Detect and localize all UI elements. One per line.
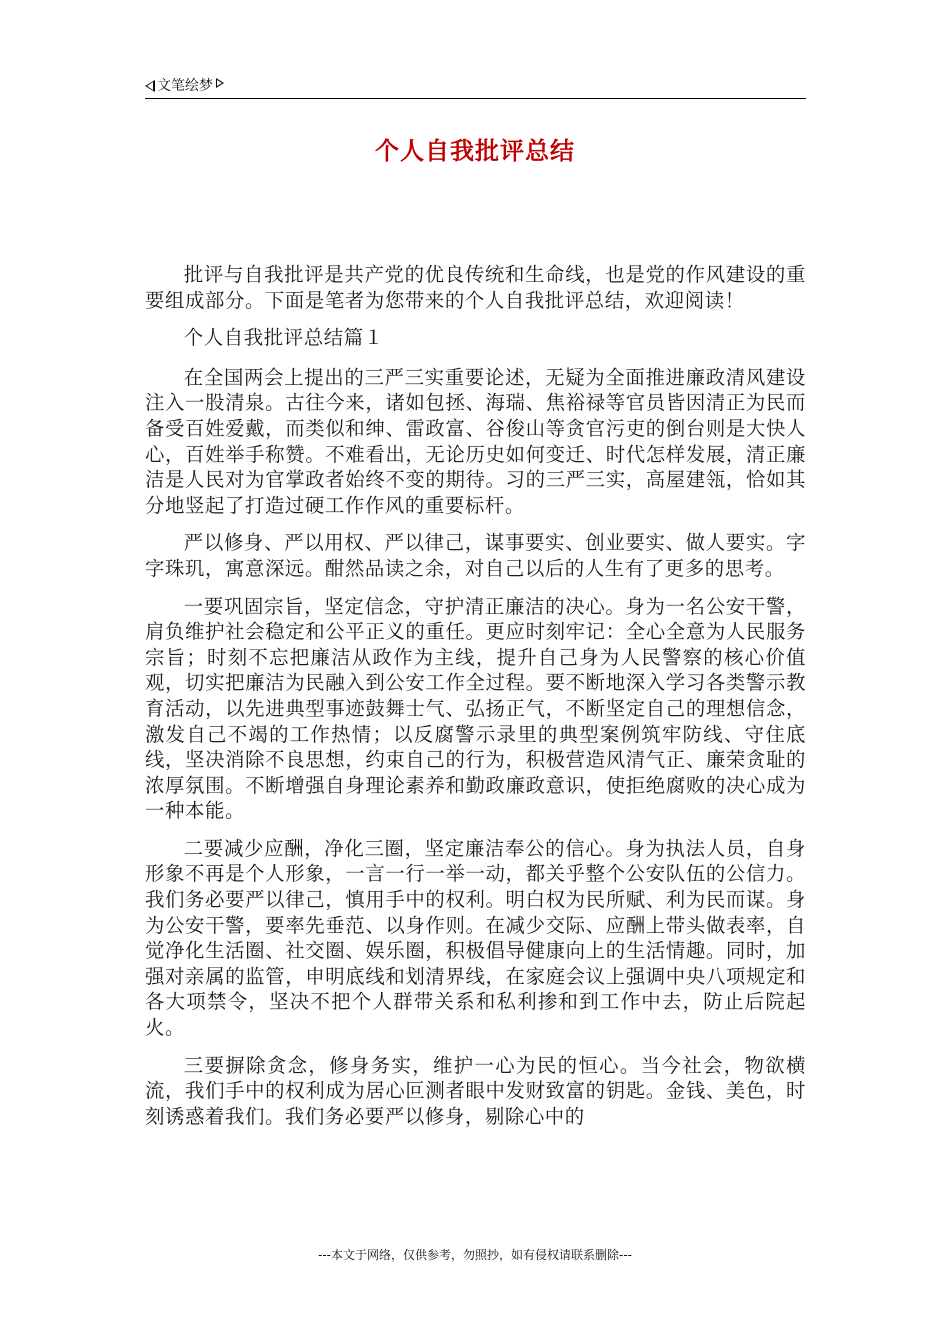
document-body bbox=[145, 262, 806, 1141]
body-paragraph: 严以修身、严以用权、严以律己，谋事要实、创业要实、做人要实。字字珠玑，寓意深远。酣然品读之余，对自己以后的人生有了更多的思考。 bbox=[145, 531, 806, 580]
section-heading: 个人自我批评总结篇１ bbox=[183, 326, 384, 350]
footer-disclaimer: ---本文于网络，仅供参考，勿照抄，如有侵权请联系删除--- bbox=[318, 1248, 632, 1262]
brand-mark bbox=[145, 78, 224, 94]
document-title: 个人自我批评总结 bbox=[375, 137, 575, 165]
left-triangle-icon bbox=[145, 80, 155, 92]
brand-name: 文笔绘梦 bbox=[157, 78, 213, 94]
body-paragraph: 一要巩固宗旨，坚定信念，守护清正廉洁的决心。身为一名公安干警，肩负维护社会稳定和公平正义的重任。更应时刻牢记：全心全意为人民服务宗旨；时刻不忘把廉洁从政作为主线，提升自己身为人民警察的核心价值观，切实把廉洁为民融入到公安工作全过程。要不断地深入学习各类警示教育活动，以先进典型事迹鼓舞士气、弘扬正气，不断坚定自己的理想信念，激发自己不竭的工作热情；以反腐警示录里的典型案例筑牢防线、守住底线，坚决消除不良思想，约束自己的行为，积极营造风清气正、廉荣贪耻的浓厚氛围。不断增强自身理论素养和勤政廉政意识，使拒绝腐败的决心成为一种本能。 bbox=[145, 594, 806, 823]
page-header bbox=[145, 76, 806, 99]
body-paragraph: 二要减少应酬，净化三圈，坚定廉洁奉公的信心。身为执法人员，自身形象不再是个人形象，一言一行一举一动，都关乎整个公安队伍的公信力。我们务必要严以律己，慎用手中的权利。明白权为民所赋、利为民而谋。身为公安干警，要率先垂范、以身作则。在减少交际、应酬上带头做表率，自觉净化生活圈、社交圈、娱乐圈，积极倡导健康向上的生活情趣。同时，加强对亲属的监管，申明底线和划清界线，在家庭会议上强调中央八项规定和各大项禁令，坚决不把个人群带关系和私利掺和到工作中去，防止后院起火。 bbox=[145, 836, 806, 1040]
right-triangle-icon bbox=[216, 78, 224, 88]
body-paragraph: 三要摒除贪念，修身务实，维护一心为民的恒心。当今社会，物欲横流，我们手中的权利成为居心叵测者眼中发财致富的钥匙。金钱、美色，时刻诱惑着我们。我们务必要严以修身，剔除心中的 bbox=[145, 1053, 806, 1128]
intro-paragraph: 批评与自我批评是共产党的优良传统和生命线，也是党的作风建设的重要组成部分。下面是笔者为您带来的个人自我批评总结，欢迎阅读！ bbox=[145, 263, 806, 312]
body-paragraph: 在全国两会上提出的三严三实重要论述，无疑为全面推进廉政清风建设注入一股清泉。古往今来，诸如包拯、海瑞、焦裕禄等官员皆因清正为民而备受百姓爱戴，而类似和绅、雷政富、谷俊山等贪官污吏的倒台则是大快人心，百姓举手称赞。不难看出，无论历史如何变迁、时代怎样发展，清正廉洁是人民对为官掌政者始终不变的期待。习的三严三实，高屋建瓴，恰如其分地竖起了打造过硬工作作风的重要标杆。 bbox=[145, 365, 806, 517]
